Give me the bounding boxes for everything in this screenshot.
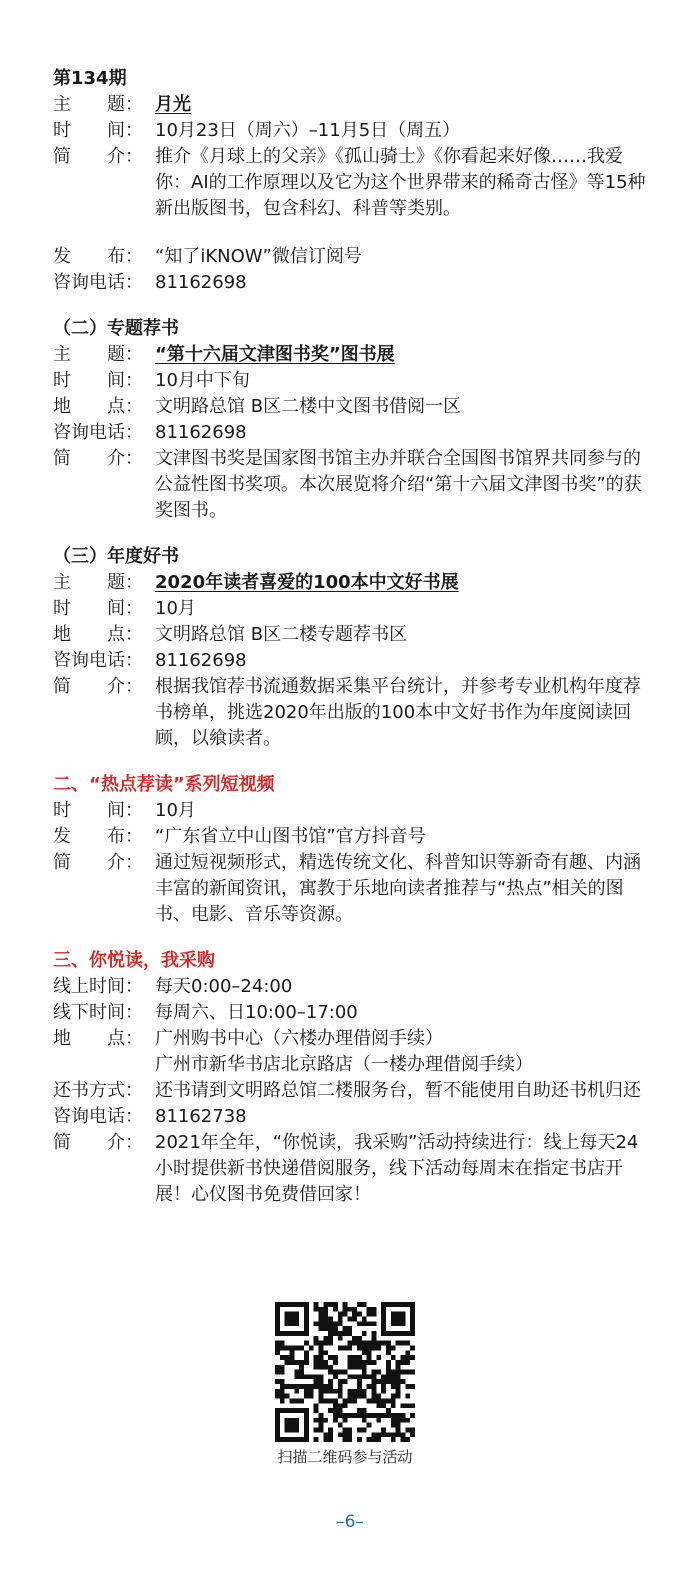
field-label: 主 题： <box>53 94 143 115</box>
part3-place-1: 广州购书中心（六楼办理借阅手续） <box>155 1028 443 1049</box>
field-label: 时 间： <box>53 800 143 821</box>
issue-time-row <box>53 118 653 144</box>
field-label: 简 介： <box>53 676 143 697</box>
field-label: 线下时间： <box>53 1002 143 1023</box>
issue-phone-row <box>53 270 653 296</box>
qr-caption: 扫描二维码参与活动 <box>277 1448 413 1466</box>
issue-intro: 推介《月球上的父亲》《孤山骑士》《你看起来好像……我爱你：AI的工作原理以及它为这个世界带来的稀奇古怪》等15种新出版图书，包含科幻、科普等类别。 <box>155 146 646 219</box>
section2-heading: （二）专题荐书 <box>53 318 179 339</box>
page-number: –6– <box>336 1512 364 1532</box>
field-label: 咨询电话： <box>53 422 143 443</box>
section2-time-row <box>53 368 653 394</box>
field-label: 时 间： <box>53 120 143 141</box>
field-label: 主 题： <box>53 572 143 593</box>
field-label: 简 介： <box>53 852 143 873</box>
field-label: 发 布： <box>53 826 143 847</box>
section2-intro-row <box>53 446 653 524</box>
part3-phone-row <box>53 1104 653 1130</box>
part3-phone: 81162738 <box>155 1106 247 1127</box>
section3-phone-row <box>53 648 653 674</box>
section3-subject-row <box>53 570 653 596</box>
part2-intro: 通过短视频形式，精选传统文化、科普知识等新奇有趣、内涵丰富的新闻资讯，寓教于乐地向读者推荐与“热点”相关的图书、电影、音乐等资源。 <box>155 852 641 925</box>
part2-intro-row <box>53 850 653 928</box>
field-label: 地 点： <box>53 624 143 645</box>
field-label: 时 间： <box>53 370 143 391</box>
part3-place <box>155 1026 653 1078</box>
qr-code-icon <box>275 1302 415 1442</box>
field-label: 地 点： <box>53 396 143 417</box>
field-label: 咨询电话： <box>53 1106 143 1127</box>
part3-offline: 每周六、日10:00–17:00 <box>155 1002 358 1023</box>
section3-phone: 81162698 <box>155 650 247 671</box>
part3-intro-row <box>53 1130 653 1208</box>
part3-intro: 2021年全年，“你悦读，我采购”活动持续进行：线上每天24小时提供新书快递借阅服务，线下活动每周末在指定书店开展！心仪图书免费借回家！ <box>155 1132 639 1205</box>
field-label: 时 间： <box>53 598 143 619</box>
field-label: 咨询电话： <box>53 650 143 671</box>
field-label: 主 题： <box>53 344 143 365</box>
section3-place: 文明路总馆 B区二楼专题荐书区 <box>155 624 408 645</box>
section3-intro: 根据我馆荐书流通数据采集平台统计，并参考专业机构年度荐书榜单，挑选2020年出版的100本中文好书作为年度阅读回顾，以飨读者。 <box>155 676 641 749</box>
section2-subject: “第十六届文津图书奖”图书展 <box>155 344 395 365</box>
part3-place-row <box>53 1026 653 1078</box>
issue-subject-row <box>53 92 653 118</box>
field-label: 简 介： <box>53 146 143 167</box>
field-label: 线上时间： <box>53 976 143 997</box>
document-body <box>53 66 653 1208</box>
part3-online-row <box>53 974 653 1000</box>
section2-intro: 文津图书奖是国家图书馆主办并联合全国图书馆界共同参与的公益性图书奖项。本次展览将介绍“第十六届文津图书奖”的获奖图书。 <box>155 448 642 521</box>
section2-phone-row <box>53 420 653 446</box>
issue-phone: 81162698 <box>155 272 247 293</box>
part2-heading: 二、“热点荐读”系列短视频 <box>53 774 275 795</box>
part3-return-row <box>53 1078 653 1104</box>
section3-subject: 2020年读者喜爱的100本中文好书展 <box>155 572 459 593</box>
section2-phone: 81162698 <box>155 422 247 443</box>
issue-publish: “知了iKNOW”微信订阅号 <box>155 246 362 267</box>
field-label: 还书方式： <box>53 1080 143 1101</box>
issue-title: 第134期 <box>53 68 127 89</box>
section3-place-row <box>53 622 653 648</box>
part3-heading: 三、你悦读，我采购 <box>53 950 215 971</box>
part2-time-row <box>53 798 653 824</box>
field-label: 咨询电话： <box>53 272 143 293</box>
issue-publish-row <box>53 244 653 270</box>
issue-time: 10月23日（周六）–11月5日（周五） <box>155 120 461 141</box>
field-label: 简 介： <box>53 1132 143 1153</box>
qr-code[interactable] <box>275 1302 415 1442</box>
field-label: 地 点： <box>53 1028 143 1049</box>
section3-intro-row <box>53 674 653 752</box>
section2-time: 10月中下旬 <box>155 370 250 391</box>
part3-return: 还书请到文明路总馆二楼服务台，暂不能使用自助还书机归还 <box>155 1080 641 1101</box>
part2-time: 10月 <box>155 800 196 821</box>
section2-place: 文明路总馆 B区二楼中文图书借阅一区 <box>155 396 462 417</box>
part2-publish: “广东省立中山图书馆”官方抖音号 <box>155 826 426 847</box>
issue-intro-row <box>53 144 653 222</box>
section2-subject-row <box>53 342 653 368</box>
part3-place-2: 广州市新华书店北京路店（一楼办理借阅手续） <box>155 1054 533 1075</box>
section2-place-row <box>53 394 653 420</box>
section3-time-row <box>53 596 653 622</box>
part3-online: 每天0:00–24:00 <box>155 976 293 997</box>
part2-publish-row <box>53 824 653 850</box>
section3-heading: （三）年度好书 <box>53 546 179 567</box>
issue-subject: 月光 <box>155 94 191 115</box>
field-label: 简 介： <box>53 448 143 469</box>
part3-offline-row <box>53 1000 653 1026</box>
field-label: 发 布： <box>53 246 143 267</box>
section3-time: 10月 <box>155 598 196 619</box>
